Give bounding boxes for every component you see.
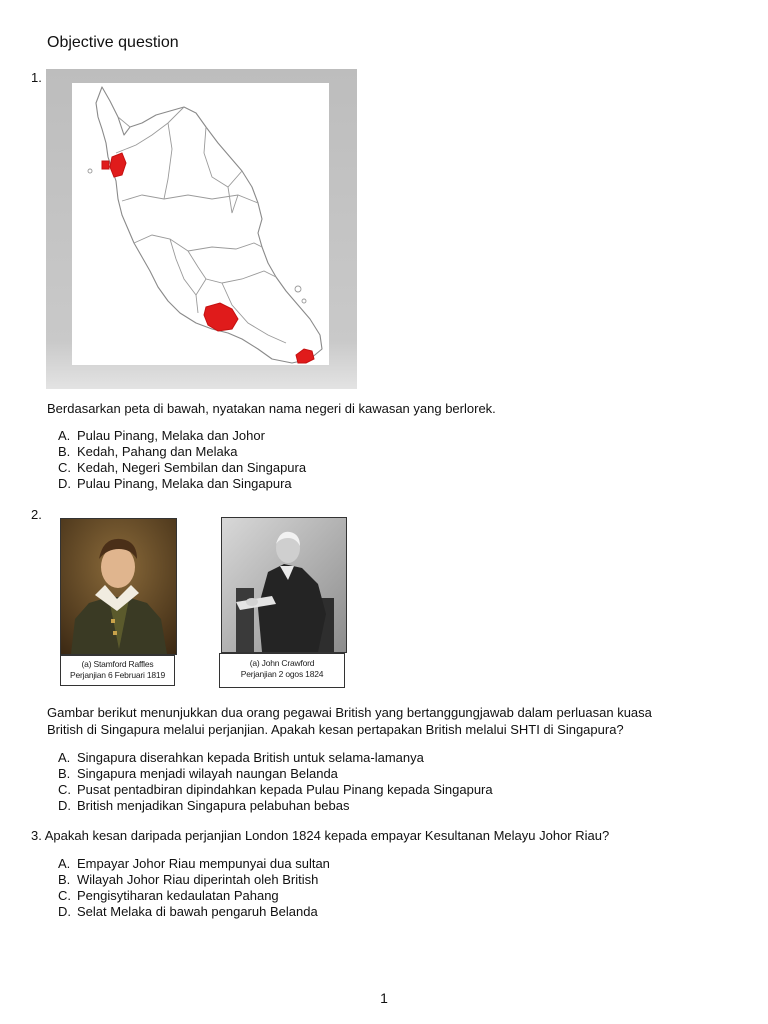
page-title: Objective question — [47, 34, 179, 51]
question-1-options — [58, 428, 306, 492]
question-3-option-d[interactable]: D. Selat Melaka di bawah pengaruh Belanda — [58, 904, 318, 919]
question-1-option-d[interactable]: D. Pulau Pinang, Melaka dan Singapura — [58, 476, 292, 491]
stamford-raffles-caption: (a) Stamford Raffles Perjanjian 6 Februari 1819 — [60, 655, 175, 686]
question-2-options — [58, 750, 493, 814]
john-crawford-caption: (a) John Crawford Perjanjian 2 ogos 1824 — [219, 653, 345, 688]
question-3-number: 3. — [31, 828, 42, 843]
peninsular-malaysia-map-icon — [72, 83, 329, 365]
question-2-number: 2. — [31, 507, 42, 522]
question-1-option-b[interactable]: B. Kedah, Pahang dan Melaka — [58, 444, 238, 459]
question-2-option-d[interactable]: D. British menjadikan Singapura pelabuhan bebas — [58, 798, 350, 813]
question-1-option-a[interactable]: A. Pulau Pinang, Melaka dan Johor — [58, 428, 265, 443]
question-3-stem: 3. Apakah kesan daripada perjanjian London 1824 kepada empayar Kesultanan Melayu Johor Riau? — [31, 828, 610, 843]
question-2-option-a[interactable]: A. Singapura diserahkan kepada British untuk selama-lamanya — [58, 750, 424, 765]
question-2-option-c[interactable]: C. Pusat pentadbiran dipindahkan kepada Pulau Pinang kepada Singapura — [58, 782, 493, 797]
question-2-stem: Gambar berikut menunjukkan dua orang pegawai British yang bertanggungjawab dalam perluasan kuasa British di Singapura melalui perjanjian. Apakah kesan pertapakan British melalui SHTI di Singapura? — [47, 705, 652, 737]
stamford-raffles-portrait-icon — [60, 518, 177, 655]
question-1-map-figure — [46, 69, 357, 389]
question-1-stem: Berdasarkan peta di bawah, nyatakan nama negeri di kawasan yang berlorek. — [47, 401, 496, 416]
page-number: 1 — [380, 990, 388, 1006]
question-3-option-b[interactable]: B. Wilayah Johor Riau diperintah oleh British — [58, 872, 319, 887]
question-3-option-c[interactable]: C. Pengisytiharan kedaulatan Pahang — [58, 888, 279, 903]
question-1-number: 1. — [31, 70, 42, 85]
question-3-options — [58, 856, 330, 920]
question-3-option-a[interactable]: A. Empayar Johor Riau mempunyai dua sultan — [58, 856, 330, 871]
question-1-option-c[interactable]: C. Kedah, Negeri Sembilan dan Singapura — [58, 460, 307, 475]
question-2-option-b[interactable]: B. Singapura menjadi wilayah naungan Belanda — [58, 766, 338, 781]
john-crawford-portrait-icon — [221, 517, 347, 653]
